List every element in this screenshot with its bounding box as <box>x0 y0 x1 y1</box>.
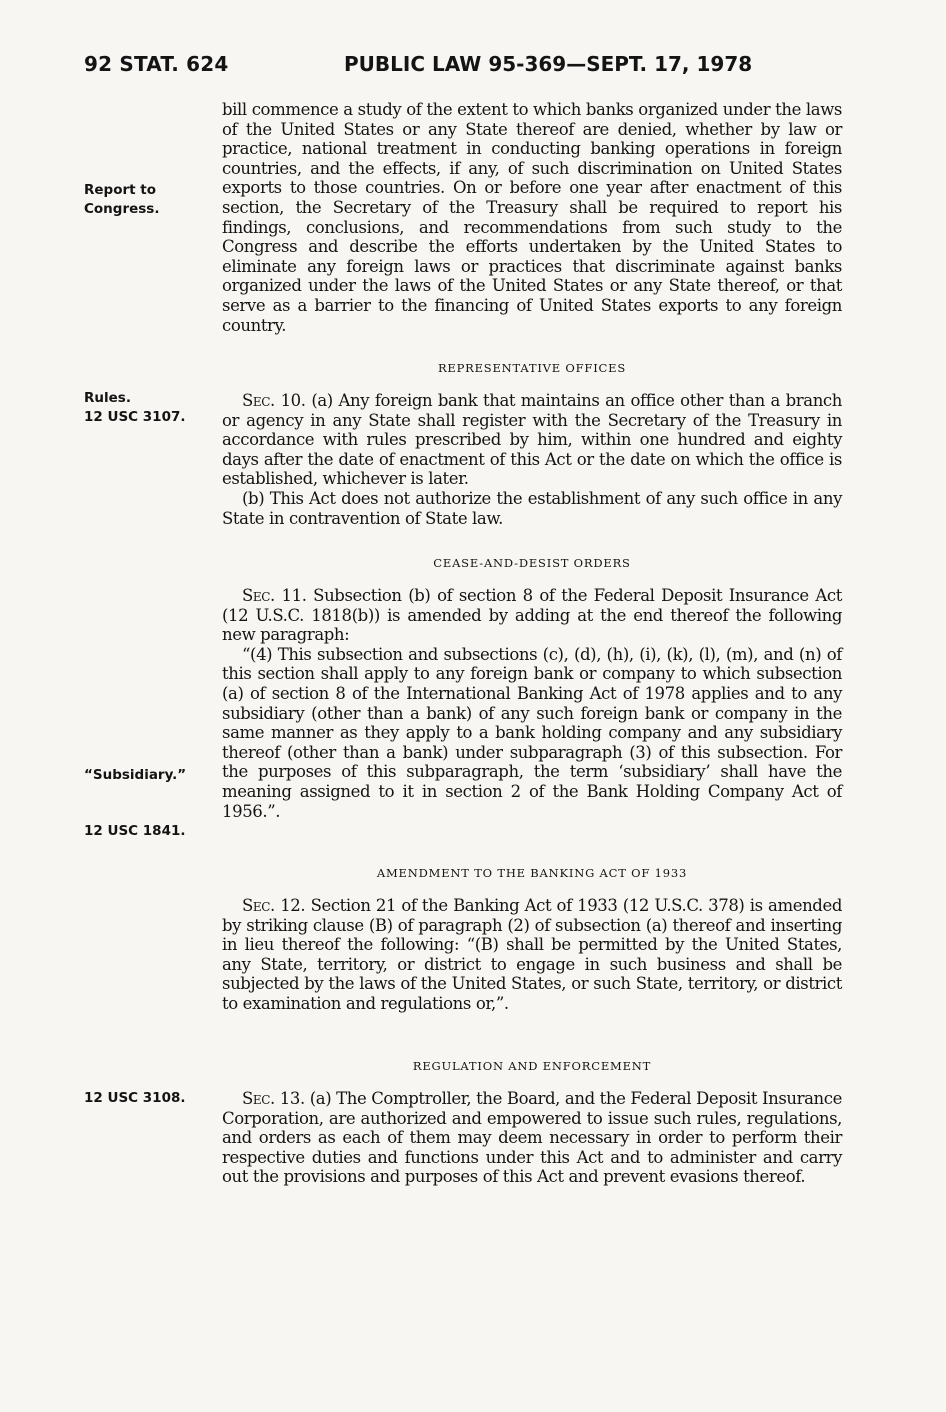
section-13-mark: Sec. 13. <box>242 1089 305 1108</box>
intro-paragraph: bill commence a study of the extent to which banks organized under the laws of the United States or any State thereof are denied, whether by law or practice, national treatment in conducting banking operations in foreign countries, and the effects, if any, of such discrimination on United States exports to those countries. On or before one year after enactment of this section, the Secretary of the Treasury shall be required to report his findings, conclusions, and recommendations from such study to the Congress and describe the efforts undertaken by the United States to eliminate any foreign laws or practices that discriminate against banks organized under the laws of the United States or any State thereof, or that serve as a barrier to the financing of United States exports to any foreign country. <box>222 100 842 335</box>
margin-note-report-line2: Congress. <box>84 201 160 217</box>
section-10-para-a-text: (a) Any foreign bank that maintains an office other than a branch or agency in any State shall register with the Secretary of the Treasury in accordance with rules prescribed by him, within one hundred and eighty days after the date of enactment of this Act or the date on which the office is established, whichever is later. <box>222 391 842 489</box>
section-11-block <box>222 586 842 821</box>
heading-regulation-enforcement: REGULATION AND ENFORCEMENT <box>412 1059 652 1073</box>
margin-note-rules-line2: 12 USC 3107. <box>84 409 186 425</box>
margin-note-usc3108: 12 USC 3108. <box>84 1090 186 1106</box>
heading-representative-offices: REPRESENTATIVE OFFICES <box>437 361 627 375</box>
section-13-para-a-text: (a) The Comptroller, the Board, and the Federal Deposit Insurance Corporation, are authorized and empowered to issue such rules, regulations, and orders as each of them may deem necessary in order to perform their respective duties and functions under this Act and to administer and carry out the provisions and purposes of this Act and prevent evasions thereof. <box>222 1089 842 1187</box>
section-12-para-1 <box>222 896 842 1014</box>
margin-note-report <box>84 181 159 219</box>
section-12-mark: Sec. 12. <box>242 896 306 915</box>
section-10-block <box>222 391 842 528</box>
section-11-para-1-text: Subsection (b) of section 8 of the Federal Deposit Insurance Act (12 U.S.C. 1818(b)) is amended by adding at the end thereof the following new paragraph: <box>222 586 842 645</box>
margin-note-usc1841: 12 USC 1841. <box>84 823 186 839</box>
section-13-block <box>222 1089 842 1187</box>
margin-note-report-line1: Report to <box>84 182 157 198</box>
heading-cease-and-desist: CEASE-AND-DESIST ORDERS <box>433 556 631 570</box>
section-11-para-2: “(4) This subsection and subsections (c), (d), (h), (i), (k), (l), (m), and (n) of this section shall apply to any foreign bank or company to which subsection (a) of section 8 of the International Banking Act of 1978 applies and to any subsidiary (other than a bank) of any such foreign bank or company in the same manner as they apply to a bank holding company and any subsidiary thereof (other than a bank) under subparagraph (3) of this subsection. For the purposes of this subparagraph, the term ‘subsidiary’ shall have the meaning assigned to it in section 2 of the Bank Holding Company Act of 1956.”. <box>222 644 842 821</box>
section-10-para-a <box>222 391 842 489</box>
page-header <box>84 52 844 82</box>
margin-note-rules <box>84 389 185 427</box>
law-title: PUBLIC LAW 95-369—SEPT. 17, 1978 <box>344 52 753 76</box>
section-13-para-a <box>222 1089 842 1187</box>
section-10-mark: Sec. 10. <box>242 391 306 410</box>
section-10-para-b: (b) This Act does not authorize the establishment of any such office in any State in contravention of State law. <box>222 488 842 528</box>
section-11-para-1 <box>222 586 842 645</box>
section-12-block <box>222 896 842 1014</box>
heading-banking-act-amendment: AMENDMENT TO THE BANKING ACT OF 1933 <box>376 866 688 880</box>
intro-block <box>222 100 842 335</box>
page-number-label: 92 STAT. 624 <box>84 52 229 76</box>
section-12-para-1-text: Section 21 of the Banking Act of 1933 (12 U.S.C. 378) is amended by striking clause (B) of paragraph (2) of subsection (a) thereof and inserting in lieu thereof the following: “(B) shall be permitted by the United States, any State, territory, or district to engage in such business and shall be subjected by the laws of the United States, or such State, territory, or district to examination and regulations or,”. <box>222 896 842 1013</box>
margin-note-subsidiary: “Subsidiary.” <box>84 767 187 783</box>
margin-note-rules-line1: Rules. <box>84 390 131 406</box>
section-11-mark: Sec. 11. <box>242 586 307 605</box>
